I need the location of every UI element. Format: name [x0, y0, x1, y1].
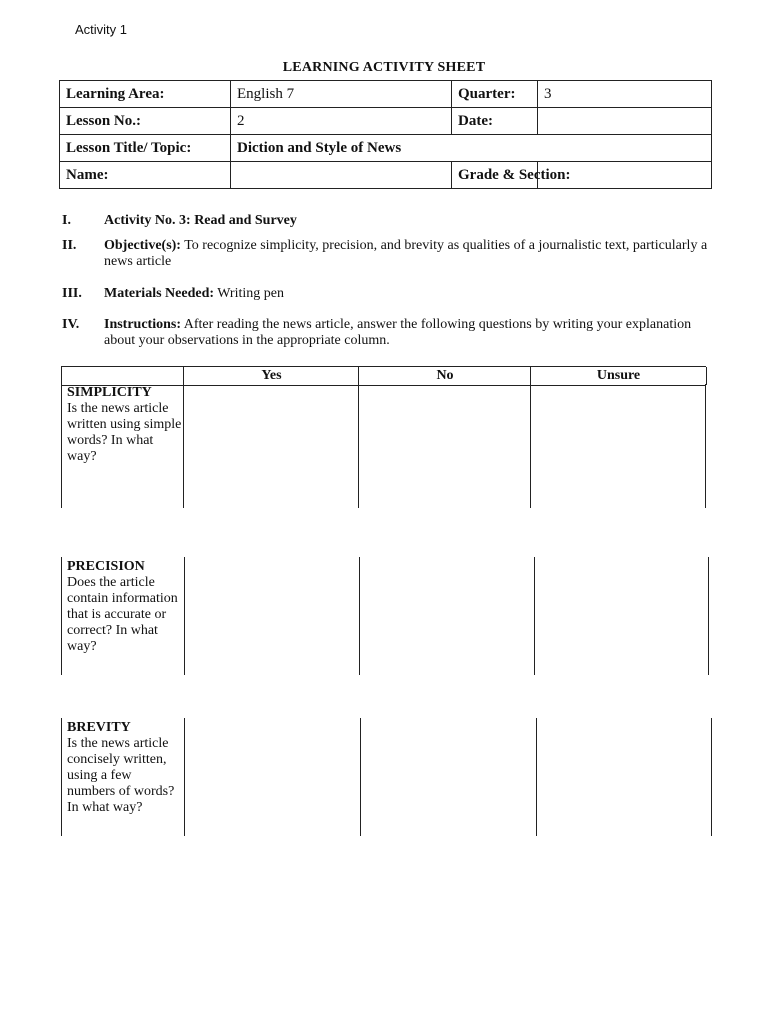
section-activity: [62, 213, 722, 229]
row-border: [184, 557, 185, 675]
section-num: III.: [62, 286, 82, 301]
section-objectives: [62, 238, 722, 270]
row-border: [183, 384, 184, 508]
info-row-lesson-no: [60, 108, 712, 135]
section-label: Activity No. 3: Read and Survey: [104, 213, 297, 228]
quarter-value[interactable]: 3: [538, 81, 712, 108]
learning-area-label: Learning Area:: [60, 81, 231, 108]
grade-section-label: [452, 162, 571, 189]
sheet-title: LEARNING ACTIVITY SHEET: [282, 60, 486, 75]
date-field[interactable]: [538, 108, 712, 135]
question-cell: [67, 385, 183, 465]
info-row-lesson-title: [60, 135, 712, 162]
header-no: No: [358, 367, 531, 385]
section-materials: [62, 286, 722, 302]
header-yes: Yes: [183, 367, 359, 385]
row-border: [530, 384, 531, 508]
row-border: [705, 384, 706, 508]
header-unsure: Unsure: [530, 367, 707, 385]
question-cell: [67, 559, 183, 655]
info-table: [59, 80, 712, 189]
learning-area-value[interactable]: English 7: [231, 81, 452, 108]
question-title: BREVITY: [67, 720, 131, 735]
lesson-no-value[interactable]: 2: [231, 108, 452, 135]
row-border: [711, 718, 712, 836]
section-num: I.: [62, 213, 71, 228]
section-text: Writing pen: [214, 286, 284, 301]
question-cell: [67, 720, 183, 816]
row-border: [359, 557, 360, 675]
name-label: Name:: [60, 162, 231, 189]
row-border: [61, 384, 62, 508]
row-border: [184, 718, 185, 836]
row-border: [360, 718, 361, 836]
row-border: [536, 718, 537, 836]
header-blank: [61, 367, 184, 385]
info-row-learning-area: [60, 81, 712, 108]
survey-table-header: [61, 366, 706, 386]
row-border: [358, 384, 359, 508]
question-text: Does the article contain information that is accurate or correct? In what way?: [67, 575, 178, 654]
section-num: IV.: [62, 317, 80, 332]
lesson-title-label: Lesson Title/ Topic:: [60, 135, 231, 162]
row-border: [708, 557, 709, 675]
lesson-title-value[interactable]: Diction and Style of News: [231, 135, 712, 162]
section-label: Objective(s):: [104, 238, 181, 253]
grade-section-label-text: Grade & Section:: [458, 166, 571, 183]
section-label: Instructions:: [104, 317, 182, 332]
name-field[interactable]: [231, 162, 452, 189]
question-title: PRECISION: [67, 559, 145, 574]
section-label: Materials Needed:: [104, 286, 215, 301]
lesson-no-label: Lesson No.:: [60, 108, 231, 135]
row-border: [61, 557, 62, 675]
question-text: Is the news article written using simple words? In what way?: [67, 401, 182, 464]
date-label: Date:: [452, 108, 538, 135]
quarter-label: Quarter:: [452, 81, 538, 108]
row-border: [534, 557, 535, 675]
activity-label: Activity 1: [75, 22, 128, 37]
row-border: [61, 718, 62, 836]
question-text: Is the news article concisely written, using a few numbers of words? In what way?: [67, 736, 175, 815]
section-text: To recognize simplicity, precision, and brevity as qualities of a journalistic text, particularly a news article: [104, 238, 708, 269]
info-row-name: [60, 162, 712, 189]
section-num: II.: [62, 238, 77, 253]
section-text: After reading the news article, answer the following questions by writing your explanation about your observations in the appropriate column.: [104, 317, 692, 348]
question-title: SIMPLICITY: [67, 385, 152, 400]
section-instructions: [62, 317, 722, 349]
